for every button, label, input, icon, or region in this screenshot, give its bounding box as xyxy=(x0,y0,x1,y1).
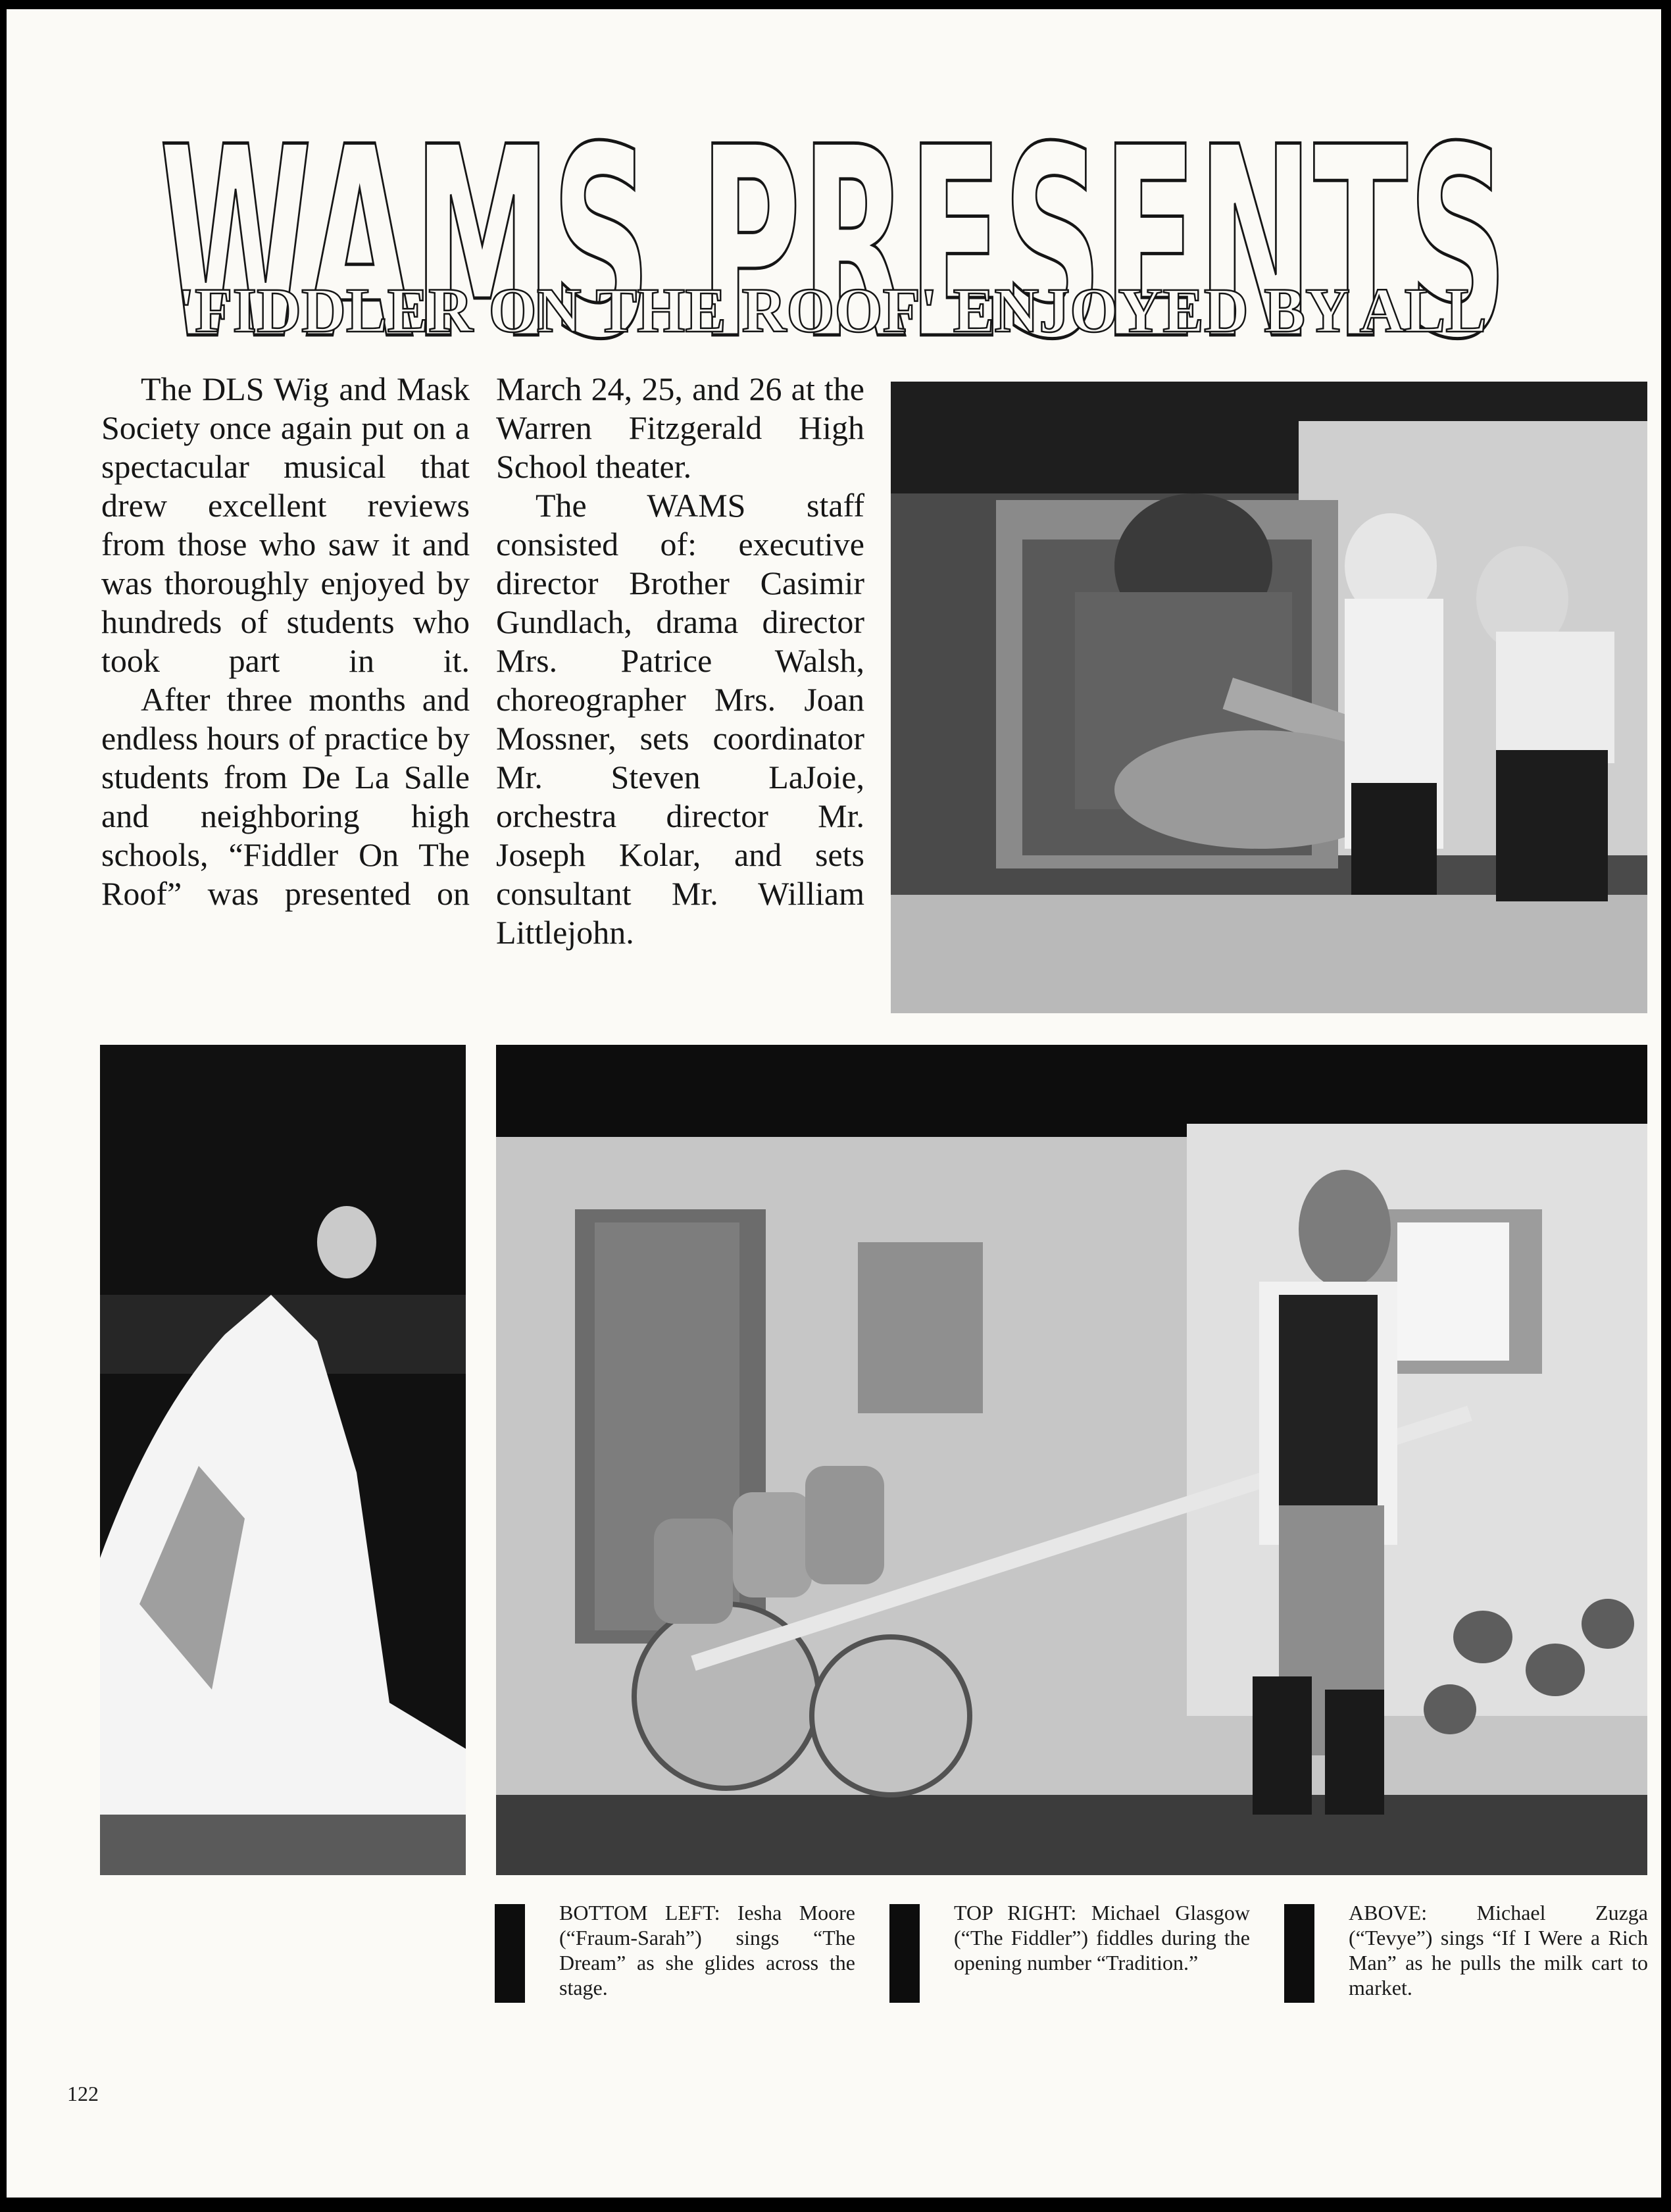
article-paragraph-3: The WAMS staff consisted of: executive director Brother Casimir Gundlach, drama director Mrs. Patrice Walsh, choreographer Mrs. Joan Mossner, sets coordinator Mr. Steven LaJoie, orchestra director Mr. Joseph Kolar, and sets consultant Mr. William Littlejohn. xyxy=(496,487,864,951)
caption-bar-1 xyxy=(495,1904,525,2003)
caption-bar-2 xyxy=(889,1904,920,2003)
caption-bottom-left: BOTTOM LEFT: Iesha Moore (“Fraum-Sarah”) sings “The Dream” as she glides across the stage. xyxy=(559,1901,855,1999)
photo-tevye-cart xyxy=(496,1045,1647,1875)
caption-bar-3 xyxy=(1284,1904,1314,2003)
caption-above: ABOVE: Michael Zuzga (“Tevye”) sings “If I Were a Rich Man” as he pulls the milk cart to market. xyxy=(1349,1901,1648,1999)
article-paragraph-2: After three months and endless hours of practice by students from De La Salle and neighboring high schools, “Fiddler On The Roof” was presented on xyxy=(101,681,470,912)
headline xyxy=(7,9,1661,378)
article-column-left xyxy=(101,370,470,1001)
page-number: 122 xyxy=(67,2082,99,2105)
caption-top-right: TOP RIGHT: Michael Glasgow (“The Fiddler”) fiddles during the opening number “Tradition.” xyxy=(954,1901,1250,1974)
headline-subtitle: 'FIDDLER ON THE ROOF' ENJOYED BY ALL xyxy=(178,275,1487,345)
article-column-right xyxy=(496,370,864,1001)
headline-main: WAMS PRESENTS xyxy=(159,91,1508,378)
photo-fiddler xyxy=(891,382,1647,1013)
article-paragraph-2-continued: March 24, 25, and 26 at the Warren Fitzgerald High School theater. xyxy=(496,370,864,485)
article-paragraph-1: The DLS Wig and Mask Society once again put on a spectacular musical that drew excellent reviews from those who saw it and was thoroughly enjoyed by hundreds of students who took part in it. xyxy=(101,370,470,679)
yearbook-page xyxy=(7,9,1661,2198)
photo-dancer xyxy=(100,1045,466,1875)
